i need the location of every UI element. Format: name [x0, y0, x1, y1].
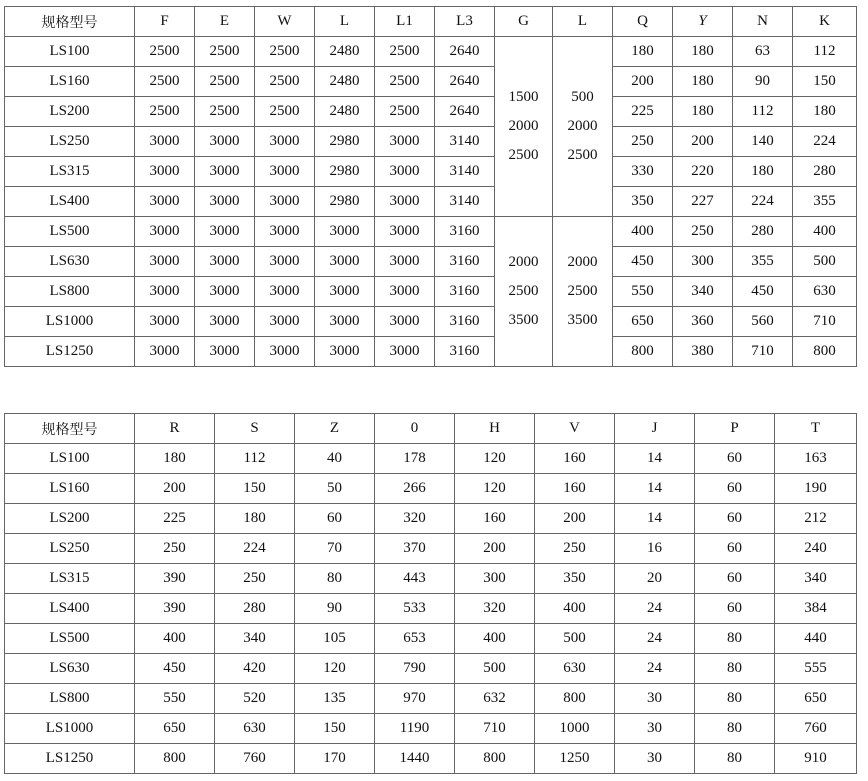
- value-cell: 250: [673, 217, 733, 247]
- value-cell: 250: [135, 534, 215, 564]
- value-cell: 340: [673, 277, 733, 307]
- value-cell: 180: [793, 97, 857, 127]
- value-cell: 3000: [195, 337, 255, 367]
- value-cell: 1440: [375, 744, 455, 774]
- value-cell: 60: [695, 444, 775, 474]
- value-cell: 653: [375, 624, 455, 654]
- value-cell: 3000: [195, 187, 255, 217]
- value-cell: 2980: [315, 127, 375, 157]
- model-cell: LS630: [5, 247, 135, 277]
- value-cell: 2980: [315, 187, 375, 217]
- value-cell: 380: [673, 337, 733, 367]
- value-cell: 800: [135, 744, 215, 774]
- column-header: Z: [295, 414, 375, 444]
- merged-value: 2000: [567, 254, 598, 270]
- column-header: P: [695, 414, 775, 444]
- value-cell: 3000: [315, 337, 375, 367]
- value-cell: 180: [733, 157, 793, 187]
- value-cell: 800: [793, 337, 857, 367]
- value-cell: 3000: [255, 247, 315, 277]
- model-cell: LS160: [5, 67, 135, 97]
- merged-value: 2000: [508, 118, 539, 134]
- value-cell: 760: [215, 744, 295, 774]
- spec-table-dimensions: [4, 6, 857, 367]
- value-cell: 3000: [255, 337, 315, 367]
- value-cell: 3000: [135, 247, 195, 277]
- value-cell: 180: [613, 37, 673, 67]
- model-cell: LS100: [5, 444, 135, 474]
- value-cell: 14: [615, 504, 695, 534]
- value-cell: 550: [135, 684, 215, 714]
- value-cell: 560: [733, 307, 793, 337]
- value-cell: 350: [613, 187, 673, 217]
- value-cell: 2980: [315, 157, 375, 187]
- value-cell: 14: [615, 474, 695, 504]
- value-cell: 30: [615, 684, 695, 714]
- value-cell: 500: [455, 654, 535, 684]
- value-cell: 280: [215, 594, 295, 624]
- value-cell: 212: [775, 504, 857, 534]
- value-cell: 800: [455, 744, 535, 774]
- table-row: [5, 187, 857, 217]
- value-cell: 60: [695, 534, 775, 564]
- table-row: [5, 277, 857, 307]
- value-cell: 150: [295, 714, 375, 744]
- value-cell: 3000: [375, 337, 435, 367]
- value-cell: 3000: [375, 307, 435, 337]
- value-cell: 3160: [435, 307, 495, 337]
- value-cell: 450: [733, 277, 793, 307]
- merged-value: 500: [571, 89, 594, 105]
- value-cell: 2500: [195, 97, 255, 127]
- value-cell: 400: [793, 217, 857, 247]
- value-cell: 112: [215, 444, 295, 474]
- model-cell: LS800: [5, 277, 135, 307]
- value-cell: 1190: [375, 714, 455, 744]
- value-cell: 90: [295, 594, 375, 624]
- value-cell: 60: [695, 474, 775, 504]
- value-cell: 50: [295, 474, 375, 504]
- value-cell: 360: [673, 307, 733, 337]
- value-cell: 180: [673, 37, 733, 67]
- value-cell: 440: [775, 624, 857, 654]
- value-cell: 2500: [375, 97, 435, 127]
- value-cell: 800: [613, 337, 673, 367]
- value-cell: 400: [135, 624, 215, 654]
- value-cell: 3000: [255, 217, 315, 247]
- value-cell: 760: [775, 714, 857, 744]
- value-cell: 3000: [135, 337, 195, 367]
- model-cell: LS200: [5, 97, 135, 127]
- value-cell: 2480: [315, 37, 375, 67]
- value-cell: 3000: [315, 217, 375, 247]
- value-cell: 443: [375, 564, 455, 594]
- value-cell: 2500: [135, 37, 195, 67]
- value-cell: 224: [793, 127, 857, 157]
- value-cell: 3000: [195, 157, 255, 187]
- merged-value: 2500: [508, 283, 539, 299]
- value-cell: 200: [673, 127, 733, 157]
- value-cell: 180: [135, 444, 215, 474]
- value-cell: 250: [535, 534, 615, 564]
- value-cell: 2480: [315, 67, 375, 97]
- value-cell: 60: [695, 504, 775, 534]
- merged-value: 2000: [567, 118, 598, 134]
- value-cell: 500: [535, 624, 615, 654]
- value-cell: 3140: [435, 157, 495, 187]
- value-cell: 140: [733, 127, 793, 157]
- value-cell: 280: [793, 157, 857, 187]
- value-cell: 24: [615, 624, 695, 654]
- value-cell: 320: [375, 504, 455, 534]
- column-header: K: [793, 7, 857, 37]
- value-cell: 632: [455, 684, 535, 714]
- value-cell: 520: [215, 684, 295, 714]
- model-cell: LS160: [5, 474, 135, 504]
- value-cell: 340: [215, 624, 295, 654]
- model-cell: LS1000: [5, 307, 135, 337]
- value-cell: 60: [295, 504, 375, 534]
- column-header: N: [733, 7, 793, 37]
- value-cell: 80: [695, 654, 775, 684]
- value-cell: 3000: [195, 217, 255, 247]
- value-cell: 16: [615, 534, 695, 564]
- value-cell: 400: [455, 624, 535, 654]
- merged-value: 1500: [508, 89, 539, 105]
- value-cell: 178: [375, 444, 455, 474]
- table-row: [5, 37, 857, 67]
- value-cell: 710: [733, 337, 793, 367]
- value-cell: 30: [615, 714, 695, 744]
- value-cell: 112: [793, 37, 857, 67]
- value-cell: 630: [215, 714, 295, 744]
- model-cell: LS250: [5, 534, 135, 564]
- column-header: L: [553, 7, 613, 37]
- value-cell: 63: [733, 37, 793, 67]
- value-cell: 2640: [435, 37, 495, 67]
- table-header-row: [5, 7, 857, 37]
- value-cell: 3000: [135, 307, 195, 337]
- value-cell: 910: [775, 744, 857, 774]
- value-cell: 630: [535, 654, 615, 684]
- column-header: V: [535, 414, 615, 444]
- value-cell: 280: [733, 217, 793, 247]
- value-cell: 3000: [315, 277, 375, 307]
- value-cell: 220: [673, 157, 733, 187]
- table-row: [5, 594, 857, 624]
- value-cell: 80: [295, 564, 375, 594]
- value-cell: 3160: [435, 337, 495, 367]
- value-cell: 3000: [135, 187, 195, 217]
- column-header: H: [455, 414, 535, 444]
- value-cell: 24: [615, 654, 695, 684]
- value-cell: 135: [295, 684, 375, 714]
- value-cell: 330: [613, 157, 673, 187]
- value-cell: 225: [135, 504, 215, 534]
- table-row: [5, 67, 857, 97]
- value-cell: 3140: [435, 187, 495, 217]
- value-cell: 355: [793, 187, 857, 217]
- value-cell: 3000: [375, 217, 435, 247]
- table-row: [5, 157, 857, 187]
- value-cell: 180: [673, 97, 733, 127]
- value-cell: 40: [295, 444, 375, 474]
- value-cell: 30: [615, 744, 695, 774]
- value-cell: 24: [615, 594, 695, 624]
- value-cell: 80: [695, 714, 775, 744]
- model-cell: LS800: [5, 684, 135, 714]
- value-cell: 2500: [255, 37, 315, 67]
- value-cell: 60: [695, 564, 775, 594]
- column-header: E: [195, 7, 255, 37]
- value-cell: 200: [455, 534, 535, 564]
- value-cell: 370: [375, 534, 455, 564]
- value-cell: 2500: [375, 37, 435, 67]
- value-cell: 180: [673, 67, 733, 97]
- table-row: [5, 534, 857, 564]
- value-cell: 650: [613, 307, 673, 337]
- value-cell: 500: [793, 247, 857, 277]
- value-cell: 160: [535, 474, 615, 504]
- model-cell: LS315: [5, 157, 135, 187]
- value-cell: 1000: [535, 714, 615, 744]
- column-header: S: [215, 414, 295, 444]
- table-row: [5, 564, 857, 594]
- value-cell: 400: [535, 594, 615, 624]
- value-cell: 710: [793, 307, 857, 337]
- value-cell: 170: [295, 744, 375, 774]
- value-cell: 120: [455, 474, 535, 504]
- value-cell: 2500: [135, 67, 195, 97]
- table-row: [5, 217, 857, 247]
- value-cell: 227: [673, 187, 733, 217]
- table-row: [5, 337, 857, 367]
- value-cell: 355: [733, 247, 793, 277]
- merged-value: 2500: [508, 147, 539, 163]
- value-cell: 450: [613, 247, 673, 277]
- model-cell: LS400: [5, 187, 135, 217]
- value-cell: 112: [733, 97, 793, 127]
- model-cell: LS1250: [5, 337, 135, 367]
- value-cell: 3000: [315, 247, 375, 277]
- value-cell: 2640: [435, 67, 495, 97]
- table-row: [5, 744, 857, 774]
- value-cell: 340: [775, 564, 857, 594]
- value-cell: 224: [733, 187, 793, 217]
- merged-value: 3500: [567, 312, 598, 328]
- table-row: [5, 474, 857, 504]
- value-cell: 266: [375, 474, 455, 504]
- value-cell: 60: [695, 594, 775, 624]
- model-cell: LS630: [5, 654, 135, 684]
- value-cell: 3140: [435, 127, 495, 157]
- value-cell: 390: [135, 594, 215, 624]
- value-cell: 250: [613, 127, 673, 157]
- value-cell: 200: [613, 67, 673, 97]
- model-cell: LS500: [5, 624, 135, 654]
- value-cell: 450: [135, 654, 215, 684]
- value-cell: 150: [793, 67, 857, 97]
- value-cell: 1250: [535, 744, 615, 774]
- model-cell: LS500: [5, 217, 135, 247]
- value-cell: 3000: [255, 307, 315, 337]
- table-row: [5, 127, 857, 157]
- value-cell: 550: [613, 277, 673, 307]
- value-cell: 2500: [375, 67, 435, 97]
- value-cell: 400: [613, 217, 673, 247]
- column-header: L1: [375, 7, 435, 37]
- merged-value-cell: [495, 37, 553, 217]
- value-cell: 3000: [315, 307, 375, 337]
- column-header: J: [615, 414, 695, 444]
- value-cell: 350: [535, 564, 615, 594]
- value-cell: 225: [613, 97, 673, 127]
- column-header: L3: [435, 7, 495, 37]
- value-cell: 163: [775, 444, 857, 474]
- table-row: [5, 247, 857, 277]
- value-cell: 20: [615, 564, 695, 594]
- merged-value-cell: [553, 37, 613, 217]
- model-cell: LS400: [5, 594, 135, 624]
- merged-value: 2000: [508, 254, 539, 270]
- value-cell: 3000: [195, 247, 255, 277]
- value-cell: 790: [375, 654, 455, 684]
- value-cell: 390: [135, 564, 215, 594]
- value-cell: 180: [215, 504, 295, 534]
- spec-table-mounting: [4, 413, 857, 774]
- value-cell: 3160: [435, 277, 495, 307]
- value-cell: 224: [215, 534, 295, 564]
- value-cell: 80: [695, 744, 775, 774]
- merged-value: 3500: [508, 312, 539, 328]
- model-cell: LS1250: [5, 744, 135, 774]
- value-cell: 2500: [135, 97, 195, 127]
- table-row: [5, 654, 857, 684]
- value-cell: 710: [455, 714, 535, 744]
- value-cell: 555: [775, 654, 857, 684]
- value-cell: 200: [135, 474, 215, 504]
- column-header: R: [135, 414, 215, 444]
- value-cell: 3000: [375, 157, 435, 187]
- column-header: W: [255, 7, 315, 37]
- value-cell: 160: [455, 504, 535, 534]
- column-header: Q: [613, 7, 673, 37]
- table-row: [5, 624, 857, 654]
- merged-value-cell: [553, 217, 613, 367]
- value-cell: 3000: [135, 157, 195, 187]
- value-cell: 190: [775, 474, 857, 504]
- value-cell: 300: [455, 564, 535, 594]
- value-cell: 3000: [375, 187, 435, 217]
- column-header: 0: [375, 414, 455, 444]
- value-cell: 3000: [375, 127, 435, 157]
- value-cell: 120: [295, 654, 375, 684]
- value-cell: 3160: [435, 217, 495, 247]
- value-cell: 14: [615, 444, 695, 474]
- value-cell: 120: [455, 444, 535, 474]
- value-cell: 150: [215, 474, 295, 504]
- value-cell: 3000: [135, 277, 195, 307]
- model-cell: LS100: [5, 37, 135, 67]
- value-cell: 384: [775, 594, 857, 624]
- value-cell: 105: [295, 624, 375, 654]
- value-cell: 3000: [255, 277, 315, 307]
- value-cell: 2500: [255, 67, 315, 97]
- column-header: 规格型号: [5, 7, 135, 37]
- value-cell: 533: [375, 594, 455, 624]
- merged-value-cell: [495, 217, 553, 367]
- value-cell: 3000: [375, 277, 435, 307]
- table-row: [5, 714, 857, 744]
- value-cell: 3160: [435, 247, 495, 277]
- table-row: [5, 97, 857, 127]
- value-cell: 3000: [255, 127, 315, 157]
- value-cell: 630: [793, 277, 857, 307]
- value-cell: 3000: [135, 127, 195, 157]
- value-cell: 2500: [255, 97, 315, 127]
- value-cell: 160: [535, 444, 615, 474]
- column-header: Y: [673, 7, 733, 37]
- value-cell: 650: [775, 684, 857, 714]
- value-cell: 3000: [375, 247, 435, 277]
- value-cell: 70: [295, 534, 375, 564]
- value-cell: 3000: [135, 217, 195, 247]
- value-cell: 3000: [195, 277, 255, 307]
- value-cell: 240: [775, 534, 857, 564]
- table-row: [5, 444, 857, 474]
- model-cell: LS250: [5, 127, 135, 157]
- value-cell: 250: [215, 564, 295, 594]
- model-cell: LS200: [5, 504, 135, 534]
- column-header: F: [135, 7, 195, 37]
- column-header: 规格型号: [5, 414, 135, 444]
- value-cell: 2640: [435, 97, 495, 127]
- model-cell: LS315: [5, 564, 135, 594]
- value-cell: 320: [455, 594, 535, 624]
- value-cell: 300: [673, 247, 733, 277]
- table-row: [5, 504, 857, 534]
- value-cell: 970: [375, 684, 455, 714]
- value-cell: 2500: [195, 67, 255, 97]
- value-cell: 2480: [315, 97, 375, 127]
- table-row: [5, 684, 857, 714]
- value-cell: 90: [733, 67, 793, 97]
- value-cell: 3000: [255, 187, 315, 217]
- value-cell: 3000: [195, 127, 255, 157]
- value-cell: 80: [695, 624, 775, 654]
- value-cell: 3000: [255, 157, 315, 187]
- value-cell: 80: [695, 684, 775, 714]
- column-header: G: [495, 7, 553, 37]
- value-cell: 650: [135, 714, 215, 744]
- value-cell: 420: [215, 654, 295, 684]
- merged-value: 2500: [567, 147, 598, 163]
- table-header-row: [5, 414, 857, 444]
- column-header: L: [315, 7, 375, 37]
- value-cell: 800: [535, 684, 615, 714]
- value-cell: 3000: [195, 307, 255, 337]
- model-cell: LS1000: [5, 714, 135, 744]
- table-row: [5, 307, 857, 337]
- value-cell: 2500: [195, 37, 255, 67]
- column-header: T: [775, 414, 857, 444]
- value-cell: 200: [535, 504, 615, 534]
- merged-value: 2500: [567, 283, 598, 299]
